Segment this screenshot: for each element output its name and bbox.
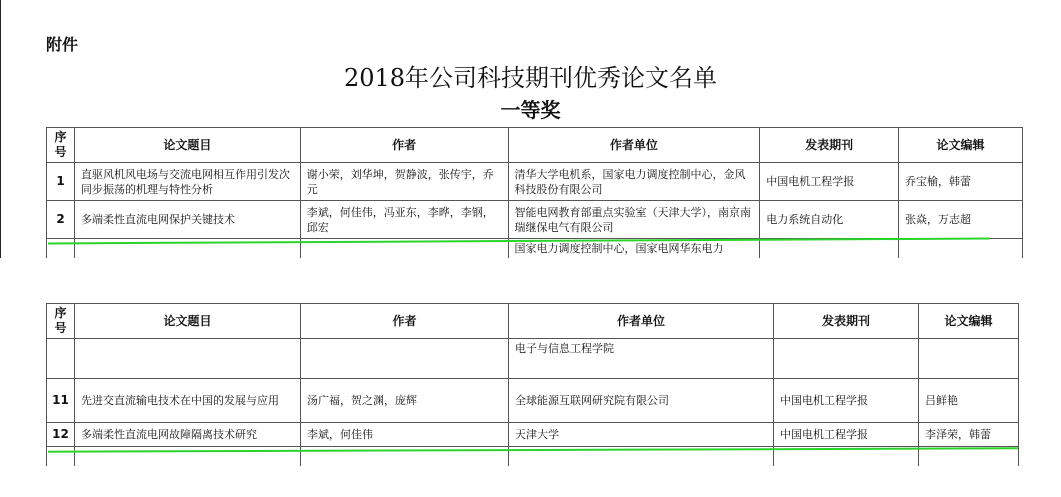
- header-journal: 发表期刊: [774, 304, 919, 339]
- table-row: [47, 201, 1023, 239]
- journal-name: 中国电机工程学报: [774, 379, 919, 423]
- paper-editor: 张焱，万志超: [899, 201, 1023, 239]
- journal-name: 中国电机工程学报: [774, 423, 919, 447]
- paper-authors: 谢小荣，刘华坤，贺静波，张传宇，乔元: [300, 163, 508, 201]
- paper-title: 多端柔性直流电网保护关键技术: [74, 201, 300, 239]
- author-affiliation: 国家电力调度控制中心，国家电网华东电力: [508, 239, 760, 259]
- journal-name: [774, 339, 919, 379]
- header-editor: 论文编辑: [899, 128, 1023, 163]
- header-title: 论文题目: [75, 304, 301, 339]
- row-number: [47, 339, 75, 379]
- paper-table-section-2: [46, 303, 1023, 466]
- paper-title: 直驱风机风电场与交流电网相互作用引发次同步振荡的机理与特性分析: [74, 163, 300, 201]
- table-row: [47, 339, 1019, 379]
- row-number: 11: [47, 379, 75, 423]
- paper-title: 多端柔性直流电网故障隔离技术研究: [75, 423, 301, 447]
- header-authors: 作者: [300, 128, 508, 163]
- header-no: 序号: [47, 128, 75, 163]
- row-number: 1: [47, 163, 75, 201]
- table-row: [47, 163, 1023, 201]
- header-no: 序号: [47, 304, 75, 339]
- journal-name: 电力系统自动化: [760, 201, 899, 239]
- paper-authors: 汤广福，贺之渊，庞辉: [301, 379, 509, 423]
- header-authors: 作者: [301, 304, 509, 339]
- row-number: [47, 447, 75, 467]
- header-affiliation: 作者单位: [508, 128, 760, 163]
- paper-editor: 李泽荣，韩蕾: [919, 423, 1019, 447]
- journal-name: [760, 239, 899, 259]
- header-journal: 发表期刊: [760, 128, 899, 163]
- journal-name: 中国电机工程学报: [760, 163, 899, 201]
- author-affiliation: 全球能源互联网研究院有限公司: [509, 379, 774, 423]
- paper-editor: [899, 239, 1023, 259]
- paper-editor: 吕鲜艳: [919, 379, 1019, 423]
- paper-title: [75, 339, 301, 379]
- paper-authors: 李斌，何佳伟，冯亚东，李晔，李钢，邱宏: [300, 201, 508, 239]
- left-margin-line: [0, 0, 1, 258]
- row-number: 2: [47, 201, 75, 239]
- paper-title: 先进交直流输电技术在中国的发展与应用: [75, 379, 301, 423]
- header-title: 论文题目: [74, 128, 300, 163]
- row-number: 12: [47, 423, 75, 447]
- header-editor: 论文编辑: [919, 304, 1019, 339]
- table-row: [47, 379, 1019, 423]
- paper-authors: 李斌，何佳伟: [301, 423, 509, 447]
- author-affiliation: 天津大学: [509, 423, 774, 447]
- attachment-label: 附件: [46, 35, 79, 54]
- paper-table: [46, 303, 1019, 466]
- table-row: [47, 423, 1019, 447]
- author-affiliation: 智能电网教育部重点实验室（天津大学），南京南瑞继保电气有限公司: [508, 201, 760, 239]
- paper-editor: 乔宝榆，韩蕾: [899, 163, 1023, 201]
- paper-editor: [919, 339, 1019, 379]
- paper-authors: [301, 339, 509, 379]
- author-affiliation: 清华大学电机系，国家电力调度控制中心，金风科技股份有限公司: [508, 163, 760, 201]
- header-affiliation: 作者单位: [509, 304, 774, 339]
- author-affiliation: 电子与信息工程学院: [509, 339, 774, 379]
- award-level-heading: 一等奖: [500, 98, 561, 122]
- document-title: 2018年公司科技期刊优秀论文名单: [343, 64, 718, 92]
